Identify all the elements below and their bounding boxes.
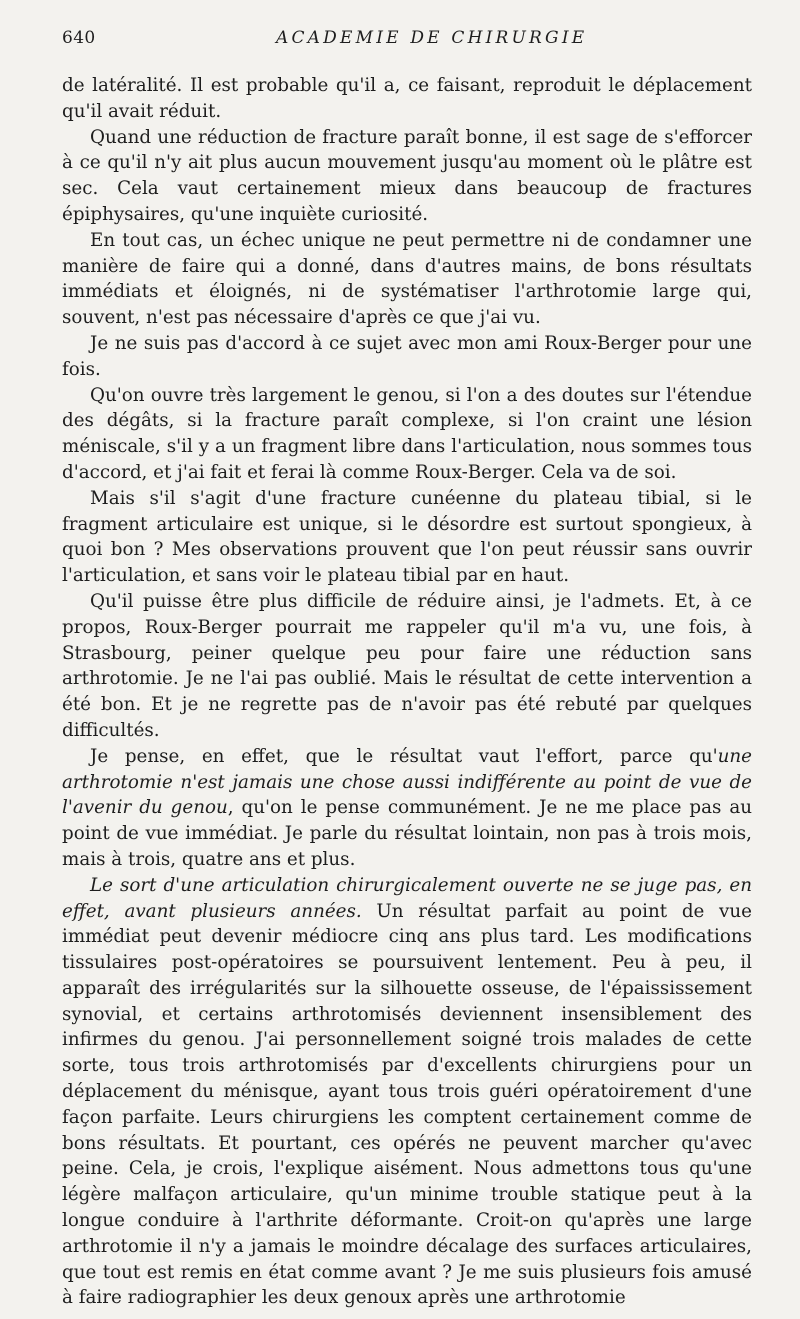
paragraph bbox=[62, 744, 752, 873]
paragraph: de latéralité. Il est probable qu'il a, ce faisant, reproduit le déplacement qu'il avait réduit. bbox=[62, 75, 752, 122]
italic-emphasis: une arthrotomie n'est jamais une chose aussi indifférente au point de vue de l'avenir du genou bbox=[62, 745, 752, 819]
running-title: ACADEMIE DE CHIRURGIE bbox=[276, 28, 588, 48]
paragraph-text: , qu'on le pense communément. Je ne me place pas au point de vue immédiat. Je parle du résultat lointain, non pas à trois mois, mais à trois, quatre ans et plus. bbox=[62, 797, 752, 870]
paragraph-text: Un résultat parfait au point de vue immédiat peut devenir médiocre cinq ans plus tard. Les modifications tissulaires post-opératoires se poursuivent lentement. Peu à peu, il apparaît des irrégularités sur la silhouette osseuse, de l'épaississement synovial, et certains arthrotomisés deviennent insensiblement des infirmes du genou. J'ai personnellement soigné trois malades de cette sorte, tous trois arthrotomisés par d'excellents chirurgiens pour un déplacement du ménisque, ayant tous trois guéri opératoirement d'une façon parfaite. Leurs chirurgiens les comptent certainement comme de bons résultats. Et pourtant, ces opérés ne peuvent marcher qu'avec peine. Cela, je crois, l'explique aisément. Nous admettons tous qu'une légère malfaçon articulaire, qu'un minime trouble statique peut à la longue conduire à l'arthrite déformante. Croit-on qu'après une large arthrotomie il n'y a jamais le moindre décalage des surfaces articulaires, que tout est remis en état comme avant ? Je me suis plusieurs fois amusé à faire radiographier les deux genoux après une arthrotomie bbox=[62, 900, 752, 1309]
paragraph: Qu'il puisse être plus difficile de réduire ainsi, je l'admets. Et, à ce propos, Roux-Berger pourrait me rappeler qu'il m'a vu, une fois, à Strasbourg, peiner quelque peu pour faire une réduction sans arthrotomie. Je ne l'ai pas oublié. Mais le résultat de cette intervention a été bon. Et je ne regrette pas de n'avoir pas été rebuté par quelques difficultés. bbox=[62, 590, 752, 741]
page-number: 640 bbox=[62, 28, 96, 48]
paragraph: Quand une réduction de fracture paraît bonne, il est sage de s'efforcer à ce qu'il n'y ait plus aucun mouvement jusqu'au moment où le plâtre est sec. Cela vaut certainement mieux dans beaucoup de fractures épiphysaires, qu'une inquiète curiosité. bbox=[62, 126, 752, 225]
paragraph bbox=[62, 873, 752, 1312]
italic-emphasis: Le sort d'une articulation chirurgicalement ouverte ne se juge pas, en effet, avant plusieurs années. bbox=[62, 874, 752, 922]
body-text bbox=[62, 73, 752, 1311]
paragraph-text: Je pense, en effet, que le résultat vaut l'effort, parce qu' bbox=[90, 745, 718, 767]
paragraph: Je ne suis pas d'accord à ce sujet avec mon ami Roux-Berger pour une fois. bbox=[62, 332, 752, 380]
paragraph: En tout cas, un échec unique ne peut permettre ni de condamner une manière de faire qui a donné, dans d'autres mains, de bons résultats immédiats et éloignés, ni de systématiser l'arthrotomie large qui, souvent, n'est pas nécessaire d'après ce que j'ai vu. bbox=[62, 229, 752, 329]
paragraph: Qu'on ouvre très largement le genou, si l'on a des doutes sur l'étendue des dégâts, si la fracture paraît complexe, si l'on craint une lésion méniscale, s'il y a un fragment libre dans l'articulation, nous sommes tous d'accord, et j'ai fait et ferai là comme Roux-Berger. Cela va de soi. bbox=[62, 384, 752, 483]
page-header bbox=[62, 28, 752, 58]
paragraph: Mais s'il s'agit d'une fracture cunéenne du plateau tibial, si le fragment articulaire est unique, si le désordre est surtout spongieux, à quoi bon ? Mes observations prouvent que l'on peut réussir sans ouvrir l'articulation, et sans voir le plateau tibial par en haut. bbox=[62, 487, 752, 587]
